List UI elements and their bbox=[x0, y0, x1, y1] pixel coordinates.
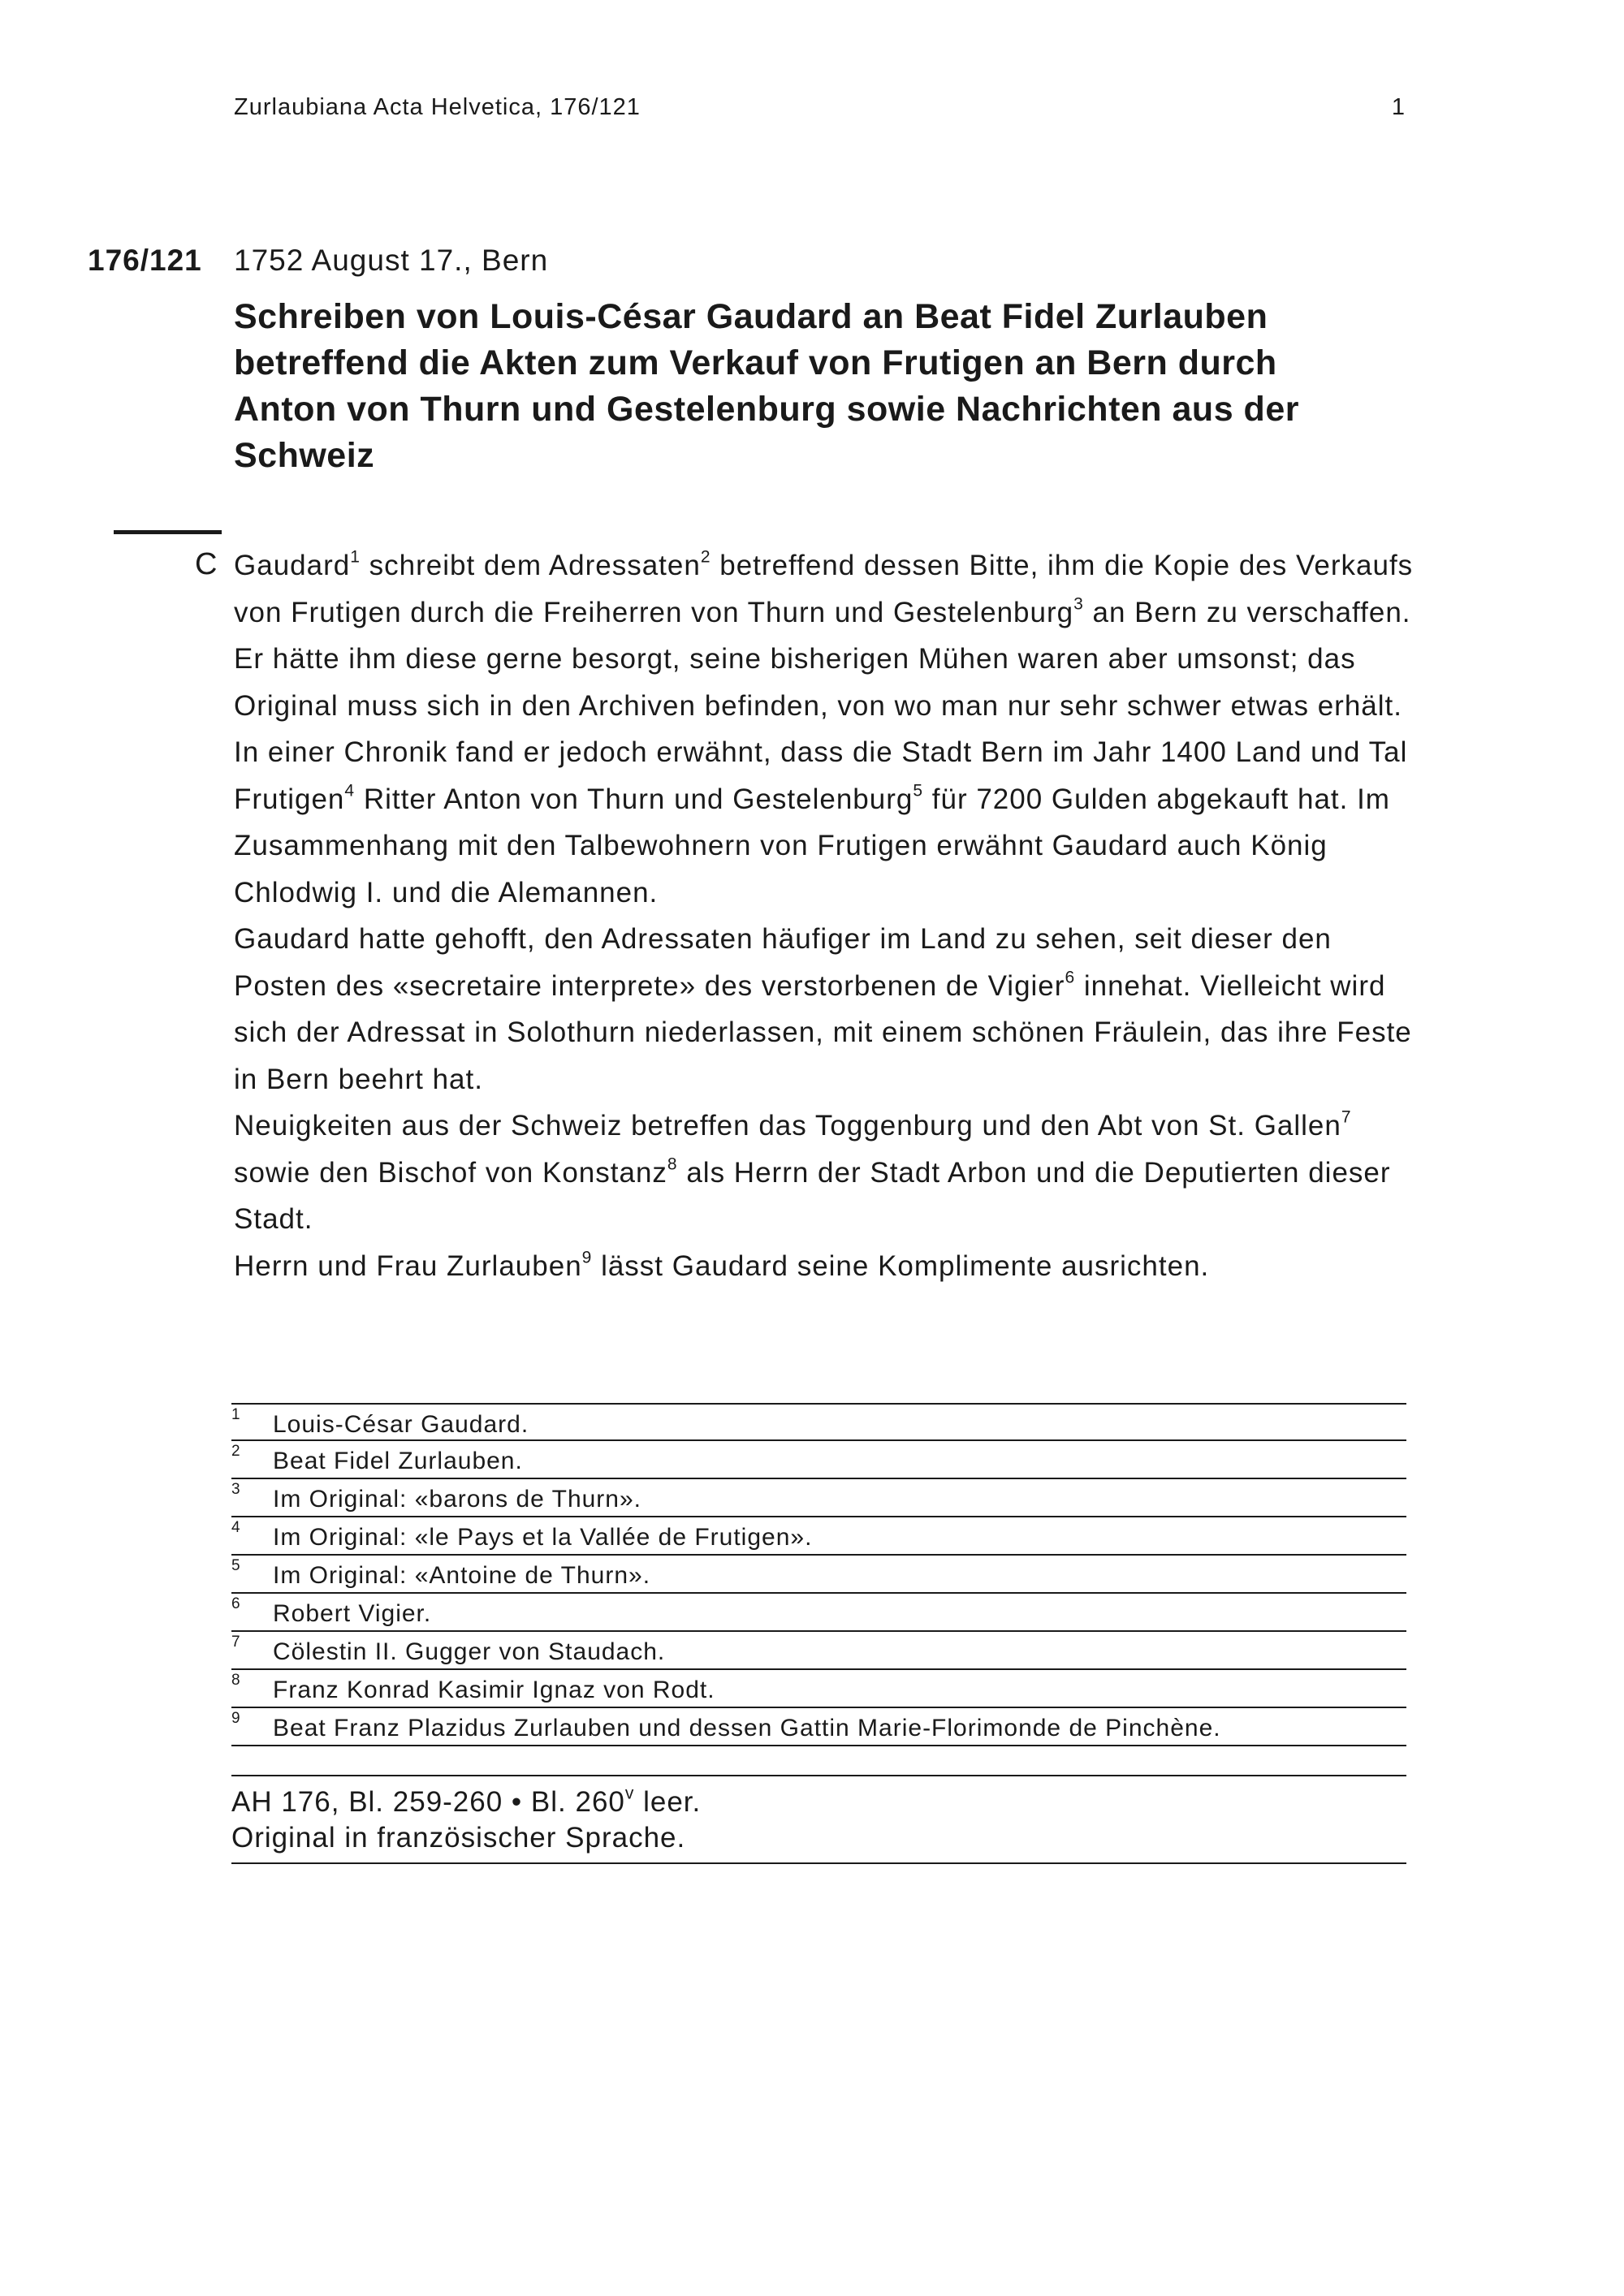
footnote-text: Louis-César Gaudard. bbox=[273, 1411, 529, 1438]
entry-number: 176/121 bbox=[88, 244, 202, 277]
footnote-text: Cölestin II. Gugger von Staudach. bbox=[273, 1638, 666, 1665]
footnote bbox=[231, 1632, 1406, 1670]
archive-language-note: Original in französischer Sprache. bbox=[231, 1822, 686, 1854]
summary-text bbox=[234, 542, 1427, 1289]
footnote bbox=[231, 1670, 1406, 1708]
page-number: 1 bbox=[1391, 94, 1405, 120]
footnote-ref: 6 bbox=[1065, 967, 1076, 986]
footnote-number: 7 bbox=[231, 1634, 240, 1651]
entry-divider bbox=[114, 530, 222, 534]
footnote-number: 3 bbox=[231, 1481, 240, 1498]
running-header: Zurlaubiana Acta Helvetica, 176/121 bbox=[234, 94, 641, 120]
footnote-number: 4 bbox=[231, 1519, 240, 1536]
footnote-number: 9 bbox=[231, 1710, 240, 1727]
summary-paragraph: Herrn und Frau Zurlauben$^9$ lässt Gaudard seine Komplimente ausrichten. bbox=[234, 1247, 1210, 1282]
summary-paragraph: Neuigkeiten aus der Schweiz betreffen das Toggenburg und den Abt von St. Gallen$^7$ sowie den Bischof von Konstanz$^8$ als Herrn der Stadt Arbon und die Deputierten dieser Stadt. bbox=[234, 1107, 1391, 1235]
footnote bbox=[231, 1594, 1406, 1632]
summary-paragraph: Gaudard hatte gehofft, den Adressaten häufiger im Land zu sehen, seit dieser den Posten des «secretaire interprete» des verstorbenen de Vigier$^6$ innehat. Vielleicht wird sich der Adressat in Solothurn niederlassen, mit einem schönen Fräulein, das ihre Feste in Bern beehrt hat. bbox=[234, 923, 1412, 1095]
footnote-ref: 8 bbox=[667, 1154, 678, 1173]
footnote bbox=[231, 1441, 1406, 1479]
footnote bbox=[231, 1403, 1406, 1441]
footnote bbox=[231, 1517, 1406, 1556]
footnote-ref: 2 bbox=[700, 547, 711, 567]
footnote-text: Im Original: «le Pays et la Vallée de Frutigen». bbox=[273, 1524, 813, 1551]
archive-signature: AH 176, Bl. 259-260 • Bl. 260$^v$ leer. bbox=[231, 1784, 702, 1818]
footnote-text: Beat Franz Plazidus Zurlauben und dessen Gattin Marie-Florimonde de Pinchène. bbox=[273, 1715, 1221, 1741]
archive-reference bbox=[231, 1775, 1406, 1864]
footnote-ref: 5 bbox=[913, 780, 924, 800]
footnote-text: Beat Fidel Zurlauben. bbox=[273, 1448, 523, 1474]
footnote-text: Im Original: «Antoine de Thurn». bbox=[273, 1562, 651, 1589]
footnote-ref: 4 bbox=[344, 780, 356, 800]
footnote bbox=[231, 1708, 1406, 1746]
footnote bbox=[231, 1479, 1406, 1517]
source-marker: C bbox=[195, 547, 218, 581]
footnote bbox=[231, 1556, 1406, 1594]
entry-date-place: 1752 August 17., Bern bbox=[234, 244, 549, 277]
footnote-ref: 9 bbox=[581, 1247, 593, 1267]
footnote-text: Franz Konrad Kasimir Ignaz von Rodt. bbox=[273, 1677, 715, 1703]
footnote-number: 5 bbox=[231, 1557, 240, 1574]
footnote-ref: 3 bbox=[1073, 593, 1084, 613]
footnote-text: Im Original: «barons de Thurn». bbox=[273, 1486, 642, 1513]
footnote-ref: 1 bbox=[350, 547, 361, 567]
summary-paragraph: Gaudard$^1$ schreibt dem Adressaten$^2$ betreffend dessen Bitte, ihm die Kopie des Verkaufs von Frutigen durch die Freiherren von Thurn und Gestelenburg$^3$ an Bern zu verschaffen. Er hätte ihm diese gerne besorgt, seine bisherigen Mühen waren aber umsonst; das Original muss sich in den Archiven befinden, von wo man nur sehr schwer etwas erhält. In einer Chronik fand er jedoch erwähnt, dass die Stadt Bern im Jahr 1400 Land und Tal Frutigen$^4$ Ritter Anton von Thurn und Gestelenburg$^5$ für 7200 Gulden abgekauft hat. Im Zusammenhang mit den Talbewohnern von Frutigen erwähnt Gaudard auch König Chlodwig I. und die Alemannen. bbox=[234, 547, 1414, 908]
footnote-number: 2 bbox=[231, 1443, 240, 1460]
footnote-number: 8 bbox=[231, 1672, 240, 1689]
footnote-number: 6 bbox=[231, 1595, 240, 1612]
footnote-ref: 7 bbox=[1341, 1107, 1352, 1127]
footnote-number: 1 bbox=[231, 1406, 240, 1423]
entry-title: Schreiben von Louis-César Gaudard an Beat Fidel Zurlauben betreffend die Akten zum Verkauf von Frutigen an Bern durch Anton von Thurn und Gestelenburg sowie Nachrichten aus der Schweiz bbox=[234, 297, 1299, 475]
footnote-list bbox=[231, 1403, 1406, 1746]
footnote-text: Robert Vigier. bbox=[273, 1600, 432, 1627]
